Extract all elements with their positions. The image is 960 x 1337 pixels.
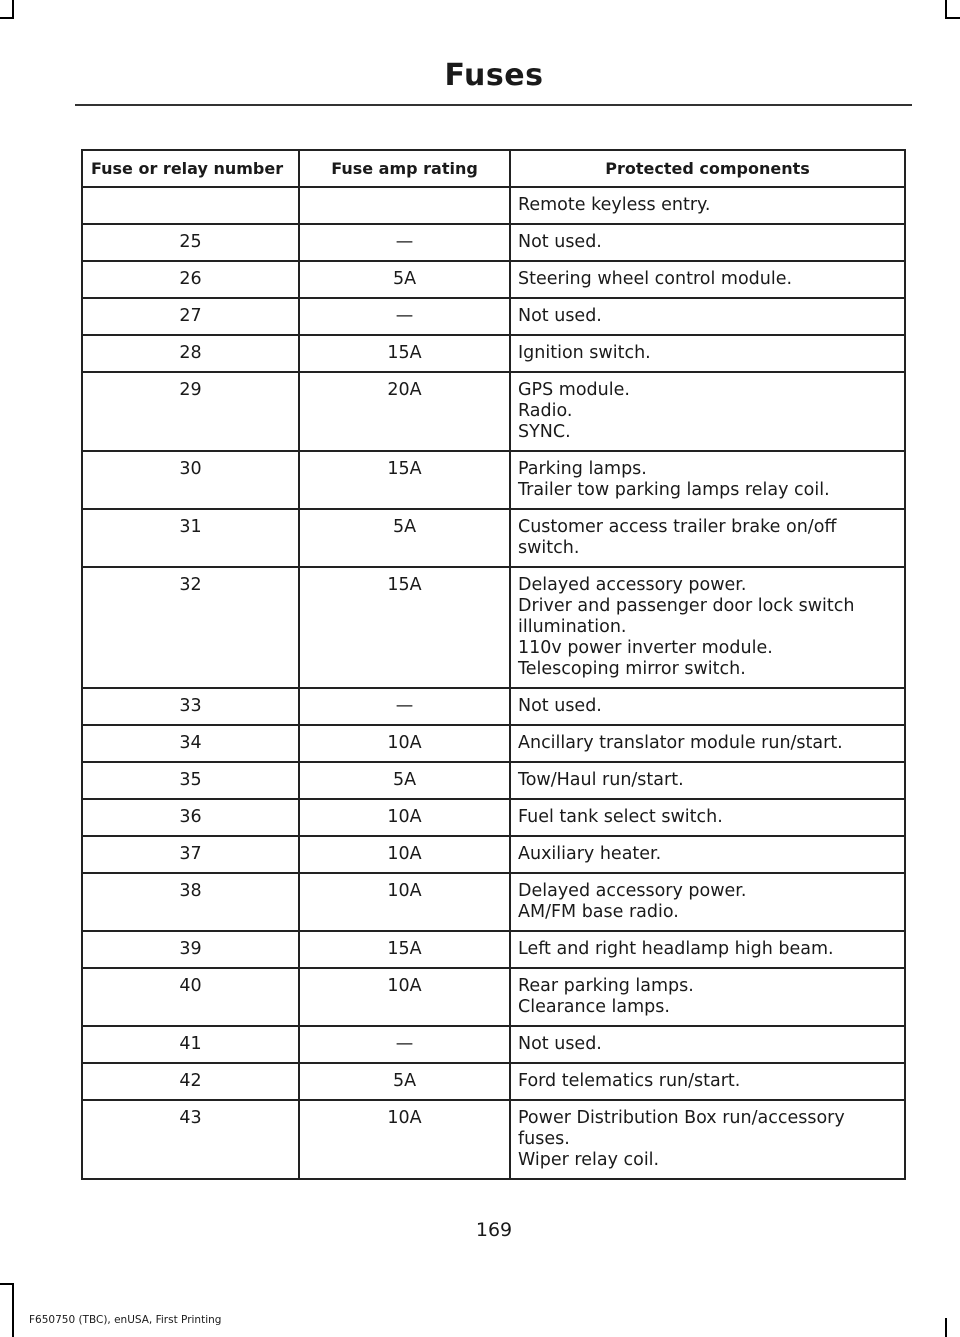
fuse-amp-rating: 10A bbox=[299, 968, 510, 1026]
fuse-amp-rating: 10A bbox=[299, 799, 510, 836]
protected-components bbox=[510, 873, 905, 931]
protected-components bbox=[510, 1100, 905, 1179]
component-line: AM/FM base radio. bbox=[518, 902, 679, 922]
component-line: Ford telematics run/start. bbox=[518, 1071, 741, 1091]
component-line: Tow/Haul run/start. bbox=[518, 770, 684, 790]
protected-components bbox=[510, 968, 905, 1026]
page-title: Fuses bbox=[444, 58, 544, 93]
fuse-amp-rating: 15A bbox=[299, 335, 510, 372]
fuse-amp-rating: 15A bbox=[299, 567, 510, 688]
crop-mark bbox=[945, 0, 947, 18]
component-line: Not used. bbox=[518, 306, 602, 326]
fuse-amp-rating bbox=[299, 187, 510, 224]
component-line: Remote keyless entry. bbox=[518, 195, 711, 215]
table-row bbox=[82, 725, 905, 762]
column-header-components: Protected components bbox=[510, 150, 905, 187]
component-line: Not used. bbox=[518, 232, 602, 252]
fuse-number: 30 bbox=[82, 451, 299, 509]
table-row bbox=[82, 261, 905, 298]
fuse-number bbox=[82, 187, 299, 224]
component-line: Fuel tank select switch. bbox=[518, 807, 723, 827]
fuse-number: 35 bbox=[82, 762, 299, 799]
table-header-row bbox=[82, 150, 905, 187]
fuse-number: 34 bbox=[82, 725, 299, 762]
column-header-number: Fuse or relay number bbox=[82, 150, 299, 187]
protected-components bbox=[510, 451, 905, 509]
crop-mark bbox=[0, 17, 14, 19]
table-row bbox=[82, 688, 905, 725]
protected-components bbox=[510, 931, 905, 968]
fuse-number: 32 bbox=[82, 567, 299, 688]
footer-text: F650750 (TBC), enUSA, First Printing bbox=[29, 1314, 222, 1326]
table-row bbox=[82, 873, 905, 931]
component-line: SYNC. bbox=[518, 422, 571, 442]
fuse-number: 43 bbox=[82, 1100, 299, 1179]
protected-components bbox=[510, 762, 905, 799]
fuse-number: 37 bbox=[82, 836, 299, 873]
component-line: Not used. bbox=[518, 1034, 602, 1054]
fuse-number: 41 bbox=[82, 1026, 299, 1063]
fuse-number: 25 bbox=[82, 224, 299, 261]
table-row bbox=[82, 968, 905, 1026]
protected-components bbox=[510, 1026, 905, 1063]
fuse-number: 36 bbox=[82, 799, 299, 836]
table-row bbox=[82, 931, 905, 968]
fuse-amp-rating: 10A bbox=[299, 725, 510, 762]
component-line: Ancillary translator module run/start. bbox=[518, 733, 843, 753]
table-row bbox=[82, 1063, 905, 1100]
protected-components bbox=[510, 298, 905, 335]
table-row bbox=[82, 799, 905, 836]
protected-components bbox=[510, 567, 905, 688]
component-line: Trailer tow parking lamps relay coil. bbox=[518, 480, 830, 500]
page-number: 169 bbox=[475, 1219, 513, 1241]
fuse-number: 42 bbox=[82, 1063, 299, 1100]
table-row bbox=[82, 836, 905, 873]
fuse-number: 31 bbox=[82, 509, 299, 567]
fuse-amp-rating: 15A bbox=[299, 451, 510, 509]
component-line: 110v power inverter module. bbox=[518, 638, 773, 658]
table-row bbox=[82, 1026, 905, 1063]
protected-components bbox=[510, 836, 905, 873]
fuse-number: 39 bbox=[82, 931, 299, 968]
fuse-amp-rating: 5A bbox=[299, 762, 510, 799]
crop-mark bbox=[945, 1318, 947, 1337]
crop-mark bbox=[945, 17, 960, 19]
table-row bbox=[82, 224, 905, 261]
component-line: Wiper relay coil. bbox=[518, 1150, 660, 1170]
fuse-amp-rating: 10A bbox=[299, 1100, 510, 1179]
component-line: Steering wheel control module. bbox=[518, 269, 793, 289]
fuse-amp-rating: 10A bbox=[299, 873, 510, 931]
fuse-amp-rating: 20A bbox=[299, 372, 510, 451]
protected-components bbox=[510, 688, 905, 725]
fuse-number: 27 bbox=[82, 298, 299, 335]
protected-components bbox=[510, 224, 905, 261]
protected-components bbox=[510, 335, 905, 372]
crop-mark bbox=[0, 1283, 14, 1285]
protected-components bbox=[510, 372, 905, 451]
fuse-amp-rating: — bbox=[299, 688, 510, 725]
protected-components bbox=[510, 799, 905, 836]
table-row bbox=[82, 372, 905, 451]
component-line: Parking lamps. bbox=[518, 459, 647, 479]
component-line: Rear parking lamps. bbox=[518, 976, 694, 996]
fuse-number: 38 bbox=[82, 873, 299, 931]
component-line: Power Distribution Box run/accessory fuses. bbox=[518, 1108, 845, 1149]
component-line: Ignition switch. bbox=[518, 343, 651, 363]
component-line: GPS module. bbox=[518, 380, 630, 400]
fuse-number: 40 bbox=[82, 968, 299, 1026]
component-line: Driver and passenger door lock switch illumination. bbox=[518, 596, 855, 637]
fuse-number: 33 bbox=[82, 688, 299, 725]
component-line: Not used. bbox=[518, 696, 602, 716]
table-row bbox=[82, 567, 905, 688]
fuse-amp-rating: 15A bbox=[299, 931, 510, 968]
component-line: Radio. bbox=[518, 401, 573, 421]
component-line: Clearance lamps. bbox=[518, 997, 670, 1017]
fuse-amp-rating: 5A bbox=[299, 1063, 510, 1100]
protected-components bbox=[510, 1063, 905, 1100]
component-line: Delayed accessory power. bbox=[518, 881, 747, 901]
protected-components bbox=[510, 187, 905, 224]
component-line: Telescoping mirror switch. bbox=[518, 659, 746, 679]
column-header-amp: Fuse amp rating bbox=[299, 150, 510, 187]
fuse-amp-rating: 5A bbox=[299, 261, 510, 298]
table-row bbox=[82, 509, 905, 567]
fuse-amp-rating: 5A bbox=[299, 509, 510, 567]
crop-mark bbox=[12, 0, 14, 18]
fuse-number: 26 bbox=[82, 261, 299, 298]
fuse-table-body bbox=[82, 187, 905, 1179]
fuse-table bbox=[81, 149, 906, 1180]
fuse-number: 28 bbox=[82, 335, 299, 372]
table-row bbox=[82, 187, 905, 224]
fuse-amp-rating: 10A bbox=[299, 836, 510, 873]
fuse-amp-rating: — bbox=[299, 224, 510, 261]
component-line: Delayed accessory power. bbox=[518, 575, 747, 595]
fuse-amp-rating: — bbox=[299, 1026, 510, 1063]
table-row bbox=[82, 451, 905, 509]
fuse-number: 29 bbox=[82, 372, 299, 451]
protected-components bbox=[510, 725, 905, 762]
table-row bbox=[82, 1100, 905, 1179]
table-row bbox=[82, 335, 905, 372]
component-line: Auxiliary heater. bbox=[518, 844, 662, 864]
table-row bbox=[82, 298, 905, 335]
fuse-amp-rating: — bbox=[299, 298, 510, 335]
table-row bbox=[82, 762, 905, 799]
crop-mark bbox=[12, 1283, 14, 1337]
protected-components bbox=[510, 509, 905, 567]
component-line: Left and right headlamp high beam. bbox=[518, 939, 834, 959]
title-rule bbox=[75, 104, 912, 106]
component-line: Customer access trailer brake on/off switch. bbox=[518, 517, 837, 558]
protected-components bbox=[510, 261, 905, 298]
